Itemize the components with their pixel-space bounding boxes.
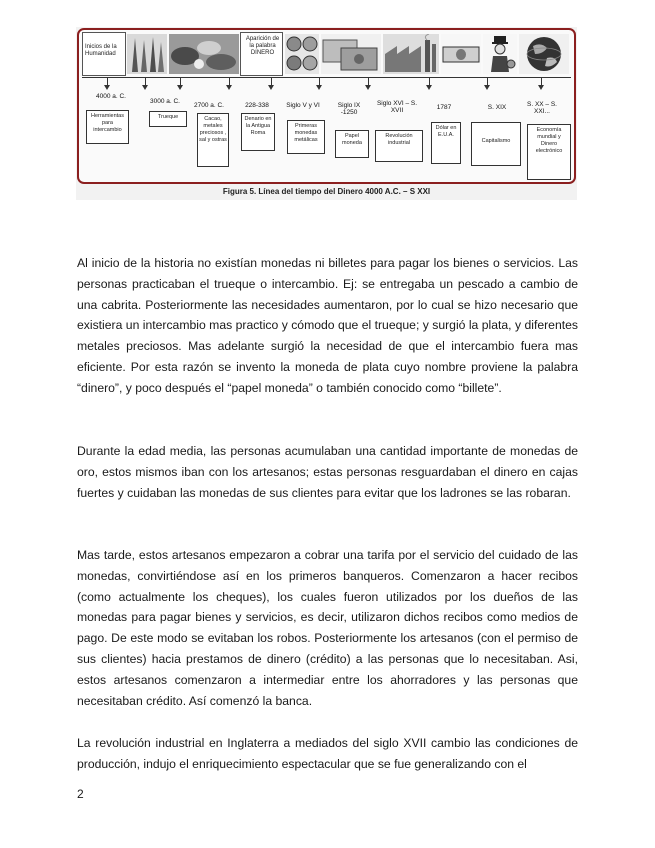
- timeline-arrow: [271, 77, 272, 88]
- timeline-event-box: Revolución industrial: [375, 130, 423, 162]
- timeline-date: 3000 a. C.: [150, 98, 180, 105]
- timeline-arrow: [368, 77, 369, 88]
- timeline-date: Siglo V y VI: [286, 102, 320, 109]
- timeline-event-box: Cacao, metales preciosos , sal y ostras: [197, 113, 229, 167]
- timeline-event-box: Papel moneda: [335, 130, 369, 158]
- timeline-arrow: [145, 77, 146, 88]
- coins-icon: [285, 34, 319, 74]
- cacao-icon: [169, 34, 239, 74]
- humanity-label-box: [82, 32, 126, 76]
- timeline-event-box: Capitalismo: [471, 122, 521, 166]
- globe-icon: [519, 34, 569, 74]
- timeline-event-box: Economía mundial y Dinero electrónico: [527, 124, 571, 180]
- factory-icon: [383, 34, 439, 74]
- timeline-date: 1787: [436, 104, 452, 111]
- timeline-arrow: [107, 77, 108, 88]
- money-word-label: Aparición de la palabra DINERO: [245, 36, 280, 56]
- humanity-label: Inicios de la Humanidad: [85, 44, 117, 57]
- timeline-date: Siglo IX -1250: [337, 102, 361, 116]
- timeline-axis: [82, 77, 571, 78]
- timeline-date: 2700 a. C.: [194, 102, 224, 109]
- page-number: 2: [77, 787, 84, 801]
- timeline-arrow: [180, 77, 181, 88]
- timeline-arrow: [487, 77, 488, 88]
- timeline-figure: [76, 27, 577, 200]
- timeline-arrow: [429, 77, 430, 88]
- stone-tools-icon: [127, 34, 167, 74]
- body-paragraph: Mas tarde, estos artesanos empezaron a cobrar una tarifa por el servicio del cuidado de las monedas, convirtiéndose así en los primeros banqueros. Comenzaron a hacer recibos (como actualmente los cheques), los cuales fueron utilizados por los dueños de las monedas para pagar bienes y servicios, es decir, utilizaron dichos recibos como medios de pago. De este modo se evitaban los robos. Posteriormente los artesanos (con el permiso de sus clientes) hacia prestamos de dinero (crédito) a las personas que lo necesitaban. Asi, estos artesanos comenzaron a intermediar entre los ahorradores y las personas que necesitaban crédito. Así comenzó la banca.: [77, 548, 578, 708]
- timeline-event-box: Herramientas para intercambio: [86, 110, 129, 144]
- timeline-arrow: [229, 77, 230, 88]
- figure-caption: Figura 5. Línea del tiempo del Dinero 4000 A.C. – S XXI: [222, 187, 431, 196]
- body-paragraph: Durante la edad media, las personas acumulaban una cantidad importante de monedas de oro, estos mismos iban con los artesanos; estas personas resguardaban el dinero en cajas fuertes y cuidaban las monedas de sus clientes para evitar que los ladrones se las robaran.: [77, 444, 578, 500]
- timeline-date: Siglo XVI – S. XVII: [376, 100, 418, 114]
- dollar-bill-icon: [441, 34, 481, 74]
- timeline-arrow: [541, 77, 542, 88]
- timeline-frame: [77, 28, 576, 184]
- money-word-label-box: [240, 32, 283, 76]
- banknotes-icon: [321, 34, 381, 74]
- timeline-event-box: Primeras monedas metálicas: [287, 120, 325, 154]
- timeline-arrow: [319, 77, 320, 88]
- timeline-date: 4000 a. C.: [96, 93, 126, 100]
- timeline-event-box: Dólar en E.U.A.: [431, 122, 461, 164]
- timeline-date: S. XX – S. XXI...: [527, 101, 557, 115]
- timeline-event-box: Trueque: [149, 111, 187, 127]
- body-paragraph: La revolución industrial en Inglaterra a mediados del siglo XVII cambio las condiciones de producción, indujo el enriquecimiento espectacular que se fue generalizando con el: [77, 736, 578, 771]
- timeline-date: 228-338: [245, 102, 269, 109]
- timeline-event-box: Denario en la Antigua Roma: [241, 113, 275, 151]
- body-paragraph: Al inicio de la historia no existían monedas ni billetes para pagar los bienes o servicios. Las personas practicaban el trueque o intercambio. Ej: se entregaba un pescado a cambio de una cabrita. Posteriormente las necesidades aumentaron, por lo cual se hizo necesario que existiera un intercambio mas practico y cómodo que el trueque; y surgió la plata, y diferentes metales preciosos. Mas adelante surgió la necesidad de que el intercambio fuera mas eficiente. Por esta razón se invento la moneda de plata cuyo nombre proviene la palabra “dinero”, y poco después el “papel moneda” o también conocido como “billete”.: [77, 256, 578, 395]
- timeline-date: S. XIX: [487, 104, 507, 111]
- capitalist-figure-icon: [483, 34, 517, 74]
